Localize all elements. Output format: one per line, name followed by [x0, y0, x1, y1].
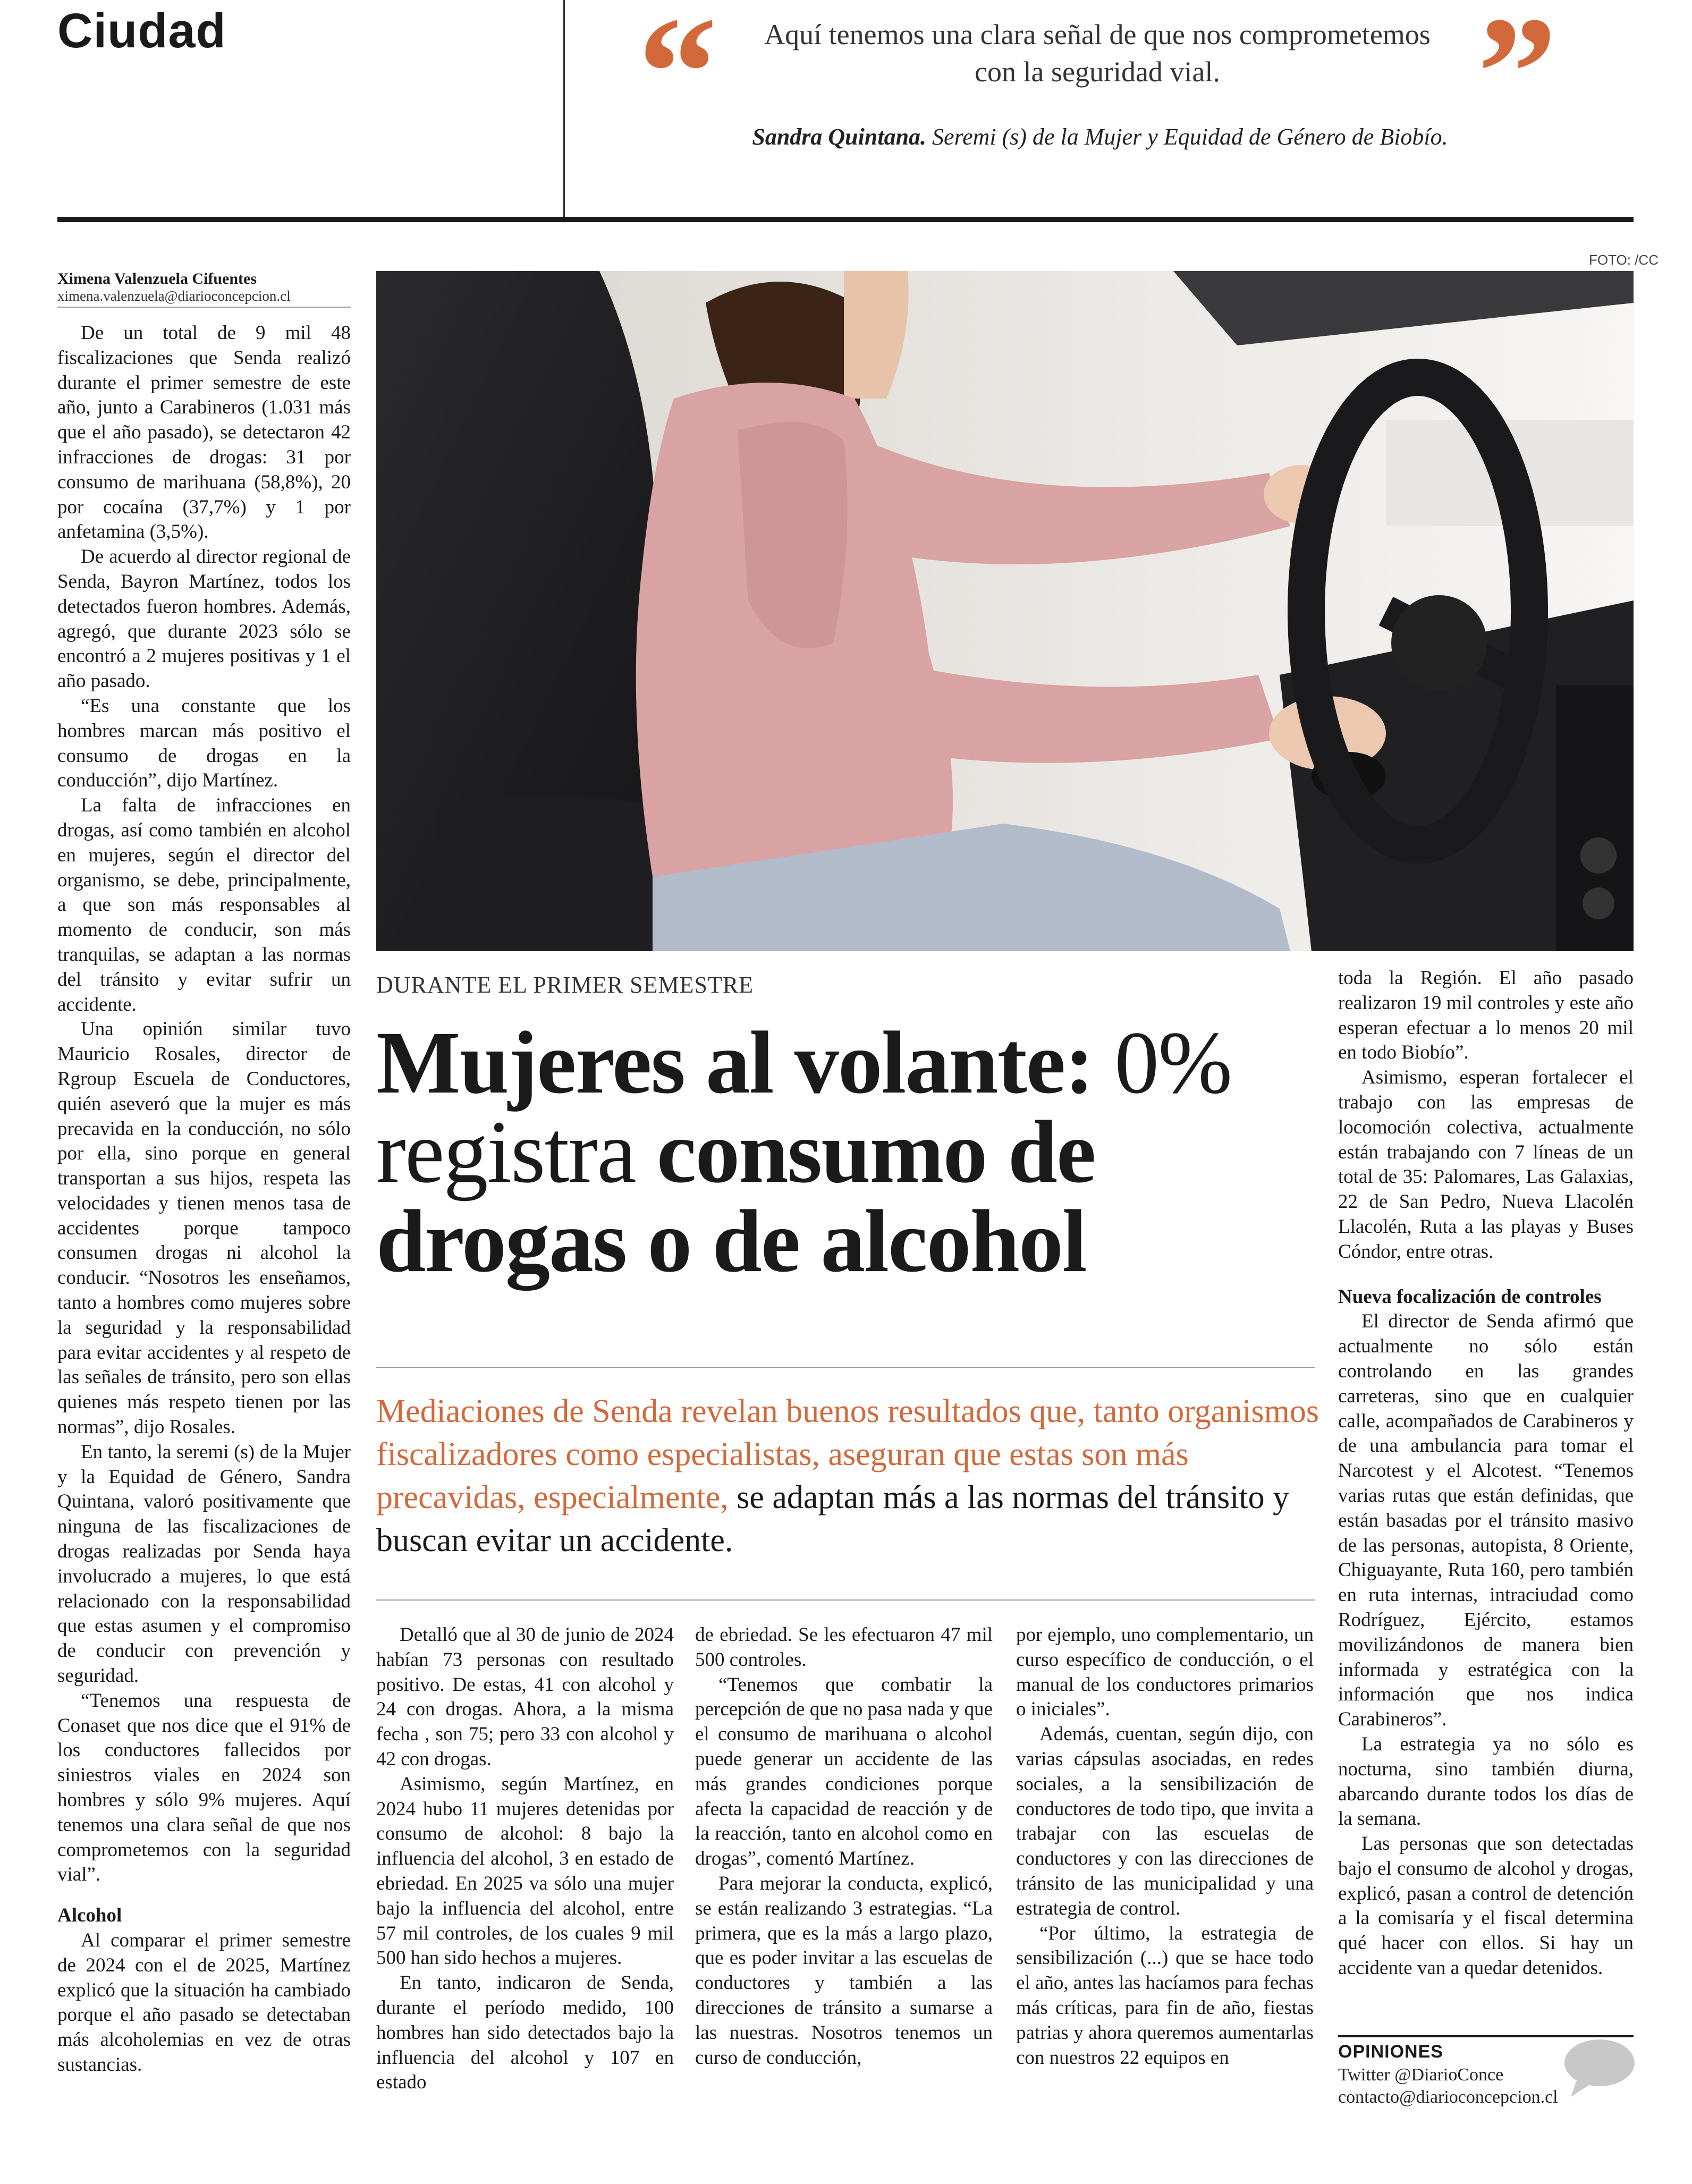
paragraph: “Por último, la estrategia de sensibilización (...) que se hace todo el año, antes las hacíamos para fechas más críticas, para fin de año, fiestas patrias y ahora queremos aumentarlas con nuestros 22 equipos en	[1016, 1922, 1314, 2069]
deck-highlight: Mediaciones de Senda revelan buenos resultados que, tanto organismos fiscalizadores como especialistas, aseguran que estas son más precavidas, especialmente,	[376, 1393, 1319, 1516]
opinions-title: OPINIONES	[1338, 2042, 1443, 2062]
photo-credit: FOTO: /CC	[1589, 252, 1659, 268]
subheading-alcohol: Alcohol	[57, 1904, 122, 1927]
paragraph: En tanto, indicaron de Senda, durante el período medido, 100 hombres han sido detectados bajo la influencia del alcohol y 107 en estado	[376, 1972, 674, 2094]
article-column-2	[376, 1623, 674, 2095]
paragraph: “Tenemos que combatir la percepción de que no pasa nada y que el consumo de marihuana o alcohol puede generar un accidente de las más grandes condiciones porque afecta la capacidad de reacción y de la reacción, tanto en alcohol como en drogas”, comentó Martínez.	[695, 1673, 993, 1870]
attribution-role: Seremi (s) de la Mujer y Equidad de Género de Biobío.	[932, 124, 1448, 150]
paragraph: Detalló que al 30 de junio de 2024 habían 73 personas con resultado positivo. De estas, 41 con alcohol y 24 con drogas. Ahora, a la misma fecha , son 75; pero 33 con alcohol y 42 con drogas.	[376, 1624, 674, 1770]
paragraph: por ejemplo, uno complementario, un curso específico de conducción, o el manual de los conductores primarios o iniciales”.	[1016, 1624, 1314, 1721]
paragraph: Una opinión similar tuvo Mauricio Rosales, director de Rgroup Escuela de Conductores, quién aseveró que la mujer es más precavida en la conducción, no sólo por ella, sino porque en general transportan a sus hijos, respeta las velocidades y tienen menos tasa de accidentes porque tampoco consumen drogas ni alcohol la conducir. “Nosotros les enseñamos, tanto a hombres como mujeres sobre la seguridad y la responsabilidad para evitar accidentes y al respeto de las señales de tránsito, pero son ellas quienes más respeto tienen por las normas”, dijo Rosales.	[57, 1018, 351, 1438]
deck	[376, 1390, 1322, 1562]
headline-part-3: consumo de drogas o de alcohol	[376, 1103, 1095, 1291]
woman-driving-illustration	[376, 271, 1634, 951]
paragraph: Para mejorar la conducta, explicó, se están realizando 3 estrategias. “La primera, que es la más a largo plazo, que es poder invitar a las escuelas de conductores y también a las direcciones de tránsito a sumarse a las nuestras. Nosotros tenemos un curso de conducción,	[695, 1872, 993, 2069]
headline-rule	[376, 1367, 1315, 1368]
byline-rule	[57, 307, 351, 308]
headline-part-1: Mujeres al volante:	[376, 1013, 1094, 1112]
headline-part-2: 0% registra	[376, 1013, 1232, 1201]
quote-open-mark: “	[638, 0, 717, 160]
speech-bubble-icon	[1561, 2036, 1636, 2100]
paragraph: La falta de infracciones en drogas, así como también en alcohol en mujeres, según el director del organismo, se debe, principalmente, a que son más responsables al momento de conducir, son más tranquilas, se adaptan a las normas del tránsito y evitar sufrir un accidente.	[57, 794, 351, 1015]
paragraph: toda la Región. El año pasado realizaron 19 mil controles y este año esperan efectuar a lo menos 20 mil en todo Biobío”.	[1338, 967, 1634, 1064]
paragraph: En tanto, la seremi (s) de la Mujer y la Equidad de Género, Sandra Quintana, valoró positivamente que ninguna de las fiscalizaciones de drogas realizadas por Senda haya involucrado a mujeres, lo que está relacionado con la responsabilidad que estas asumen y el compromiso de conducir con prevención y seguridad.	[57, 1441, 351, 1687]
paragraph: “Es una constante que los hombres marcan más positivo el consumo de drogas en la conducción”, dijo Martínez.	[57, 695, 351, 792]
kicker: DURANTE EL PRIMER SEMESTRE	[376, 972, 754, 998]
paragraph: De acuerdo al director regional de Senda, Bayron Martínez, todos los detectados fueron hombres. Además, agregó, que durante 2023 sólo se encontró a 2 mujeres positivas y 1 el año pasado.	[57, 546, 351, 692]
article-column-3	[695, 1623, 993, 2070]
paragraph: De un total de 9 mil 48 fiscalizaciones que Senda realizó durante el primer semestre de este año, junto a Carabineros (1.031 más que el año pasado), se detectaron 42 infracciones de drogas: 31 por consumo de marihuana (58,8%), 20 por cocaína (37,7%) y 1 por anfetamina (3,5%).	[57, 322, 351, 543]
paragraph: “Tenemos una respuesta de Conaset que nos dice que el 91% de los conductores fallecidos por siniestros viales en 2024 son hombres y sólo 9% mujeres. Aquí tenemos una clara señal de que nos comprometemos con la seguridad vial”.	[57, 1689, 351, 1886]
opinions-email[interactable]: contacto@diarioconcepcion.cl	[1338, 2087, 1558, 2107]
paragraph: Las personas que son detectadas bajo el consumo de alcohol y drogas, explicó, pasan a control de detención a la comisaría y el fiscal determina qué hacer con ellos. Si hay un accidente van a quedar detenidos.	[1338, 1833, 1634, 1979]
paragraph: La estrategia ya no sólo es nocturna, sino también diurna, abarcando durante todos los días de la semana.	[1338, 1733, 1634, 1830]
quote-close-mark: ”	[1477, 0, 1557, 160]
article-photo	[376, 271, 1634, 951]
article-column-4	[1016, 1623, 1314, 2070]
deck-rest: se adaptan más a las normas del tránsito y buscan evitar un accidente.	[376, 1479, 1290, 1559]
paragraph: Asimismo, según Martínez, en 2024 hubo 11 mujeres detenidas por consumo de alcohol: 8 bajo la influencia del alcohol, 3 en estado de ebriedad. En 2025 va sólo una mujer bajo la influencia del alcohol, entre 57 mil controles, de los cuales 9 mil 500 han sido hechos a mujeres.	[376, 1773, 674, 1969]
subheading-nueva-focalizacion: Nueva focalización de controles	[1338, 1285, 1602, 1308]
headline	[376, 1013, 1322, 1291]
section-title: Ciudad	[57, 4, 226, 58]
attribution-name: Sandra Quintana.	[752, 124, 927, 150]
byline-author: Ximena Valenzuela Cifuentes	[57, 270, 257, 287]
paragraph: Asimismo, esperan fortalecer el trabajo con las empresas de locomoción colectiva, actualmente están trabajando con 7 líneas de un total de 35: Palomares, Las Galaxias, 22 de San Pedro, Nueva Llacolén Llacolén, Ruta a las playas y Buses Cóndor, entre otras.	[1338, 1066, 1634, 1263]
quote-attribution	[712, 123, 1488, 150]
article-column-5	[1338, 966, 1634, 1981]
byline-email[interactable]: ximena.valenzuela@diarioconcepcion.cl	[57, 288, 291, 304]
paragraph: de ebriedad. Se les efectuaron 47 mil 500 controles.	[695, 1624, 993, 1671]
pull-quote: Aquí tenemos una clara señal de que nos comprometemos con la seguridad vial.	[764, 19, 1431, 88]
paragraph: El director de Senda afirmó que actualmente no sólo están controlando en las grandes carreteras, sino que en cualquier calle, acompañados de Carabineros y de una ambulancia para tomar el Narcotest y el Alcotest. “Tenemos varias rutas que están definidas, que están basadas por el tránsito masivo de las personas, autopista, 8 Oriente, Chiguayante, Ruta 160, pero también en ruta internas, intraciudad como Rodríguez, Ejército, estamos movilizándonos de manera bien informada y estratégica con la información que nos indica Carabineros”.	[1338, 1310, 1634, 1731]
paragraph: Al comparar el primer semestre de 2024 con el de 2025, Martínez explicó que la situación ha cambiado porque el año pasado se detectaban más alcoholemias en vez de otras sustancias.	[57, 1929, 351, 2076]
header-divider	[563, 0, 565, 218]
deck-rule	[376, 1599, 1315, 1601]
opinions-twitter[interactable]: Twitter @DiarioConce	[1338, 2065, 1504, 2085]
paragraph: Además, cuentan, según dijo, con varias cápsulas asociadas, en redes sociales, a la sensibilización de conductores de todo tipo, que invita a trabajar con las escuelas de conductores y con las direcciones de tránsito de las municipalidad y una estrategia de control.	[1016, 1723, 1314, 1919]
article-column-1	[57, 321, 351, 2078]
header-rule	[57, 217, 1634, 222]
